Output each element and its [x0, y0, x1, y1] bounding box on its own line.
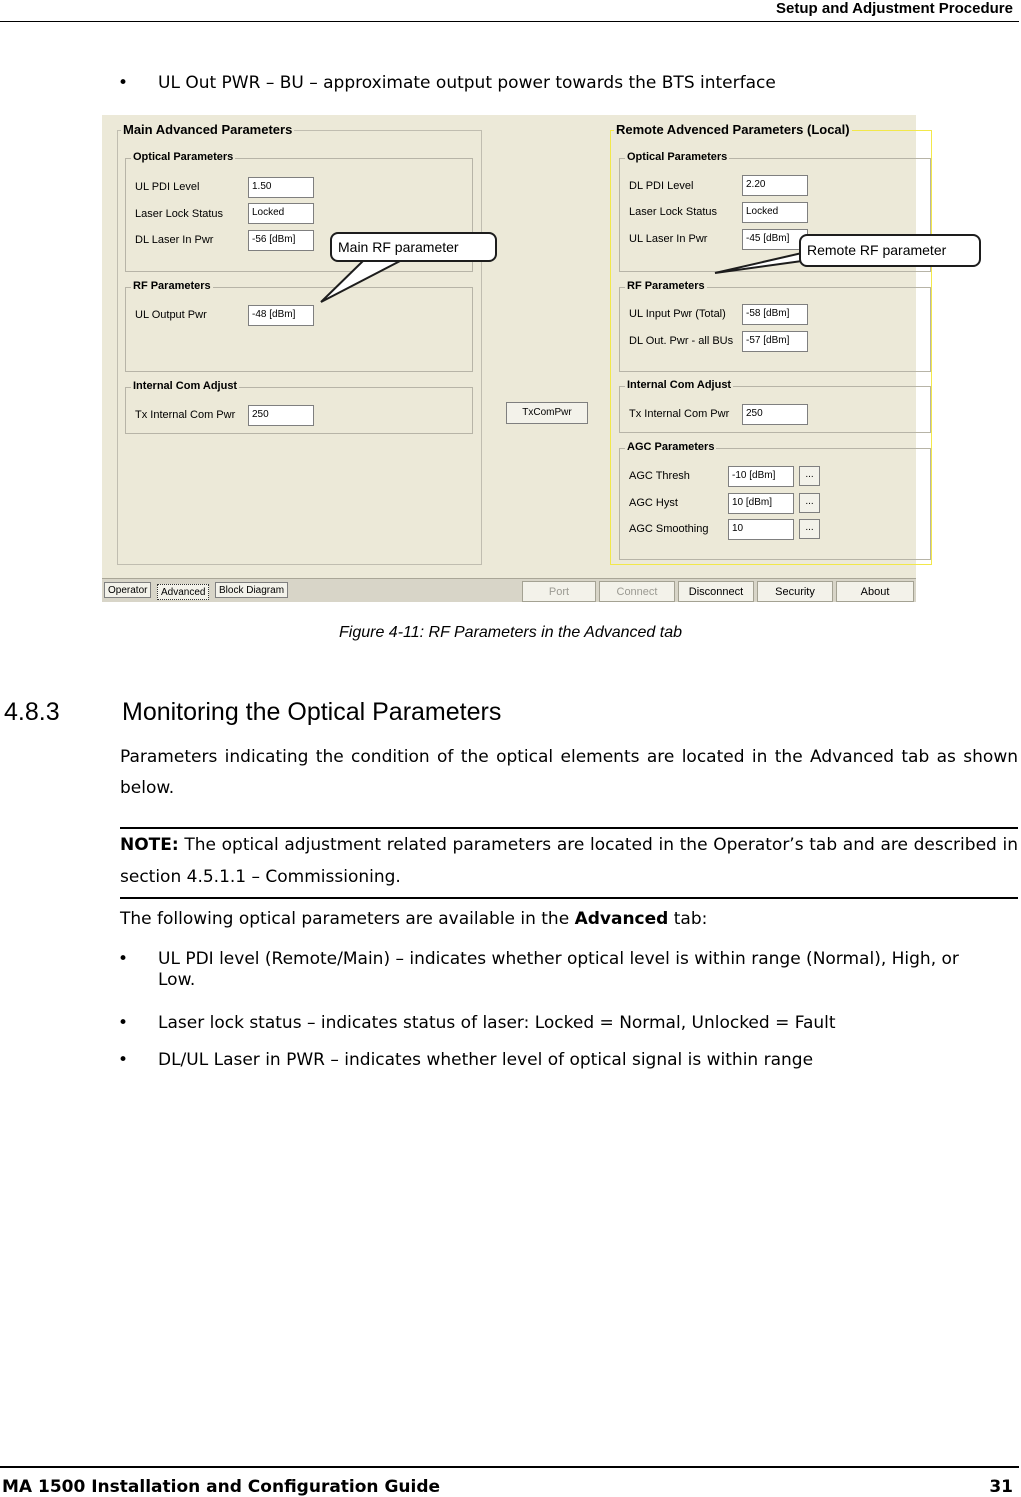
remote-ul-laser-field[interactable]: -45 [dBm] [742, 229, 808, 250]
main-optical-label: Laser Lock Status [135, 208, 224, 220]
agc-thresh-field[interactable]: -10 [dBm] [728, 466, 794, 487]
remote-laser-lock-field[interactable]: Locked [742, 202, 808, 223]
bullet-dot: • [118, 73, 129, 93]
callout-pointers [102, 115, 916, 601]
connect-button[interactable]: Connect [599, 581, 675, 602]
agc-smoothing-more-button[interactable]: ... [799, 519, 820, 539]
main-optical-title: Optical Parameters [133, 151, 234, 163]
agc-label: AGC Thresh [629, 470, 690, 482]
agc-thresh-more-button[interactable]: ... [799, 466, 820, 486]
remote-dl-pdi-field[interactable]: 2.20 [742, 175, 808, 196]
main-optical-label: DL Laser In Pwr [135, 234, 214, 246]
advanced-tab-screenshot [102, 115, 947, 601]
remote-agc-title: AGC Parameters [627, 441, 715, 453]
main-optical-label: UL PDI Level [135, 181, 200, 193]
port-button[interactable]: Port [522, 581, 596, 602]
list-item-text: Laser lock status – indicates status of laser: Locked = Normal, Unlocked = Fault [158, 1013, 836, 1033]
remote-optical-label: UL Laser In Pwr [629, 233, 708, 245]
main-com-label: Tx Internal Com Pwr [135, 409, 236, 421]
remote-ul-input-field[interactable]: -58 [dBm] [742, 304, 808, 325]
bullet-dot: • [118, 949, 129, 969]
main-rf-callout: Main RF parameter [330, 232, 497, 262]
remote-optical-label: DL PDI Level [629, 180, 694, 192]
txcompwr-button[interactable]: TxComPwr [506, 402, 588, 424]
main-dl-laser-field[interactable]: -56 [dBm] [248, 230, 314, 251]
bullet-dot: • [118, 1050, 129, 1070]
paragraph-2-before: The following optical parameters are available in the [120, 909, 575, 929]
footer-title: MA 1500 Installation and Configuration Guide [2, 1477, 441, 1497]
remote-optical-title: Optical Parameters [627, 151, 728, 163]
paragraph-1: Parameters indicating the condition of the optical elements are located in the Advanced tab as shown below. [120, 747, 1018, 798]
intro-bullet-text: UL Out PWR – BU – approximate output power towards the BTS interface [158, 73, 776, 93]
section-number: 4.8.3 [4, 698, 60, 726]
security-button[interactable]: Security [757, 581, 833, 602]
main-rf-title: RF Parameters [133, 280, 211, 292]
remote-panel-title: Remote Advenced Parameters (Local) [616, 122, 850, 137]
remote-rf-title: RF Parameters [627, 280, 705, 292]
tab-block-diagram[interactable]: Block Diagram [215, 582, 288, 598]
main-callout-pointer [321, 260, 402, 302]
remote-rf-callout: Remote RF parameter [799, 234, 981, 267]
figure-caption: Figure 4-11: RF Parameters in the Advanced tab [339, 624, 682, 641]
bullet-dot: • [118, 1013, 129, 1033]
tab-advanced[interactable]: Advanced [157, 584, 209, 600]
page-footer [0, 1466, 1019, 1497]
note-text: The optical adjustment related parameters are located in the Operator’s tab and are described in section 4.5.1.1 – Commissioning. [120, 835, 1018, 887]
main-ul-pdi-field[interactable]: 1.50 [248, 177, 314, 198]
paragraph-2-bold: Advanced [574, 909, 669, 929]
agc-smoothing-field[interactable]: 10 [728, 519, 794, 540]
main-ul-output-field[interactable]: -48 [dBm] [248, 305, 314, 326]
note-box [120, 827, 1018, 899]
page-number: 31 [989, 1477, 1013, 1497]
list-item-text: UL PDI level (Remote/Main) – indicates whether optical level is within range (Normal), High, or Low. [158, 949, 959, 990]
remote-optical-label: Laser Lock Status [629, 206, 718, 218]
agc-label: AGC Smoothing [629, 523, 709, 535]
tab-operator[interactable]: Operator [104, 582, 151, 598]
agc-hyst-field[interactable]: 10 [dBm] [728, 493, 794, 514]
paragraph-2 [120, 908, 707, 930]
main-rf-label: UL Output Pwr [135, 309, 207, 321]
remote-rf-label: DL Out. Pwr - all BUs [629, 335, 734, 347]
about-button[interactable]: About [836, 581, 914, 602]
main-tx-com-field[interactable]: 250 [248, 405, 314, 426]
section-title: Monitoring the Optical Parameters [122, 698, 502, 726]
header-title: Setup and Adjustment Procedure [776, 0, 1013, 17]
remote-com-title: Internal Com Adjust [627, 379, 732, 391]
list-item-text: DL/UL Laser in PWR – indicates whether level of optical signal is within range [158, 1050, 814, 1070]
remote-callout-pointer [715, 253, 802, 273]
agc-label: AGC Hyst [629, 497, 678, 509]
disconnect-button[interactable]: Disconnect [678, 581, 754, 602]
note-label: NOTE: [120, 835, 179, 855]
main-laser-lock-field[interactable]: Locked [248, 203, 314, 224]
page-header [0, 0, 1019, 22]
remote-com-label: Tx Internal Com Pwr [629, 408, 730, 420]
remote-tx-com-field[interactable]: 250 [742, 404, 808, 425]
main-com-title: Internal Com Adjust [133, 380, 238, 392]
agc-hyst-more-button[interactable]: ... [799, 493, 820, 513]
remote-rf-label: UL Input Pwr (Total) [629, 308, 726, 320]
paragraph-2-after: tab: [668, 909, 708, 929]
remote-dl-out-field[interactable]: -57 [dBm] [742, 331, 808, 352]
main-panel-title: Main Advanced Parameters [123, 122, 293, 137]
